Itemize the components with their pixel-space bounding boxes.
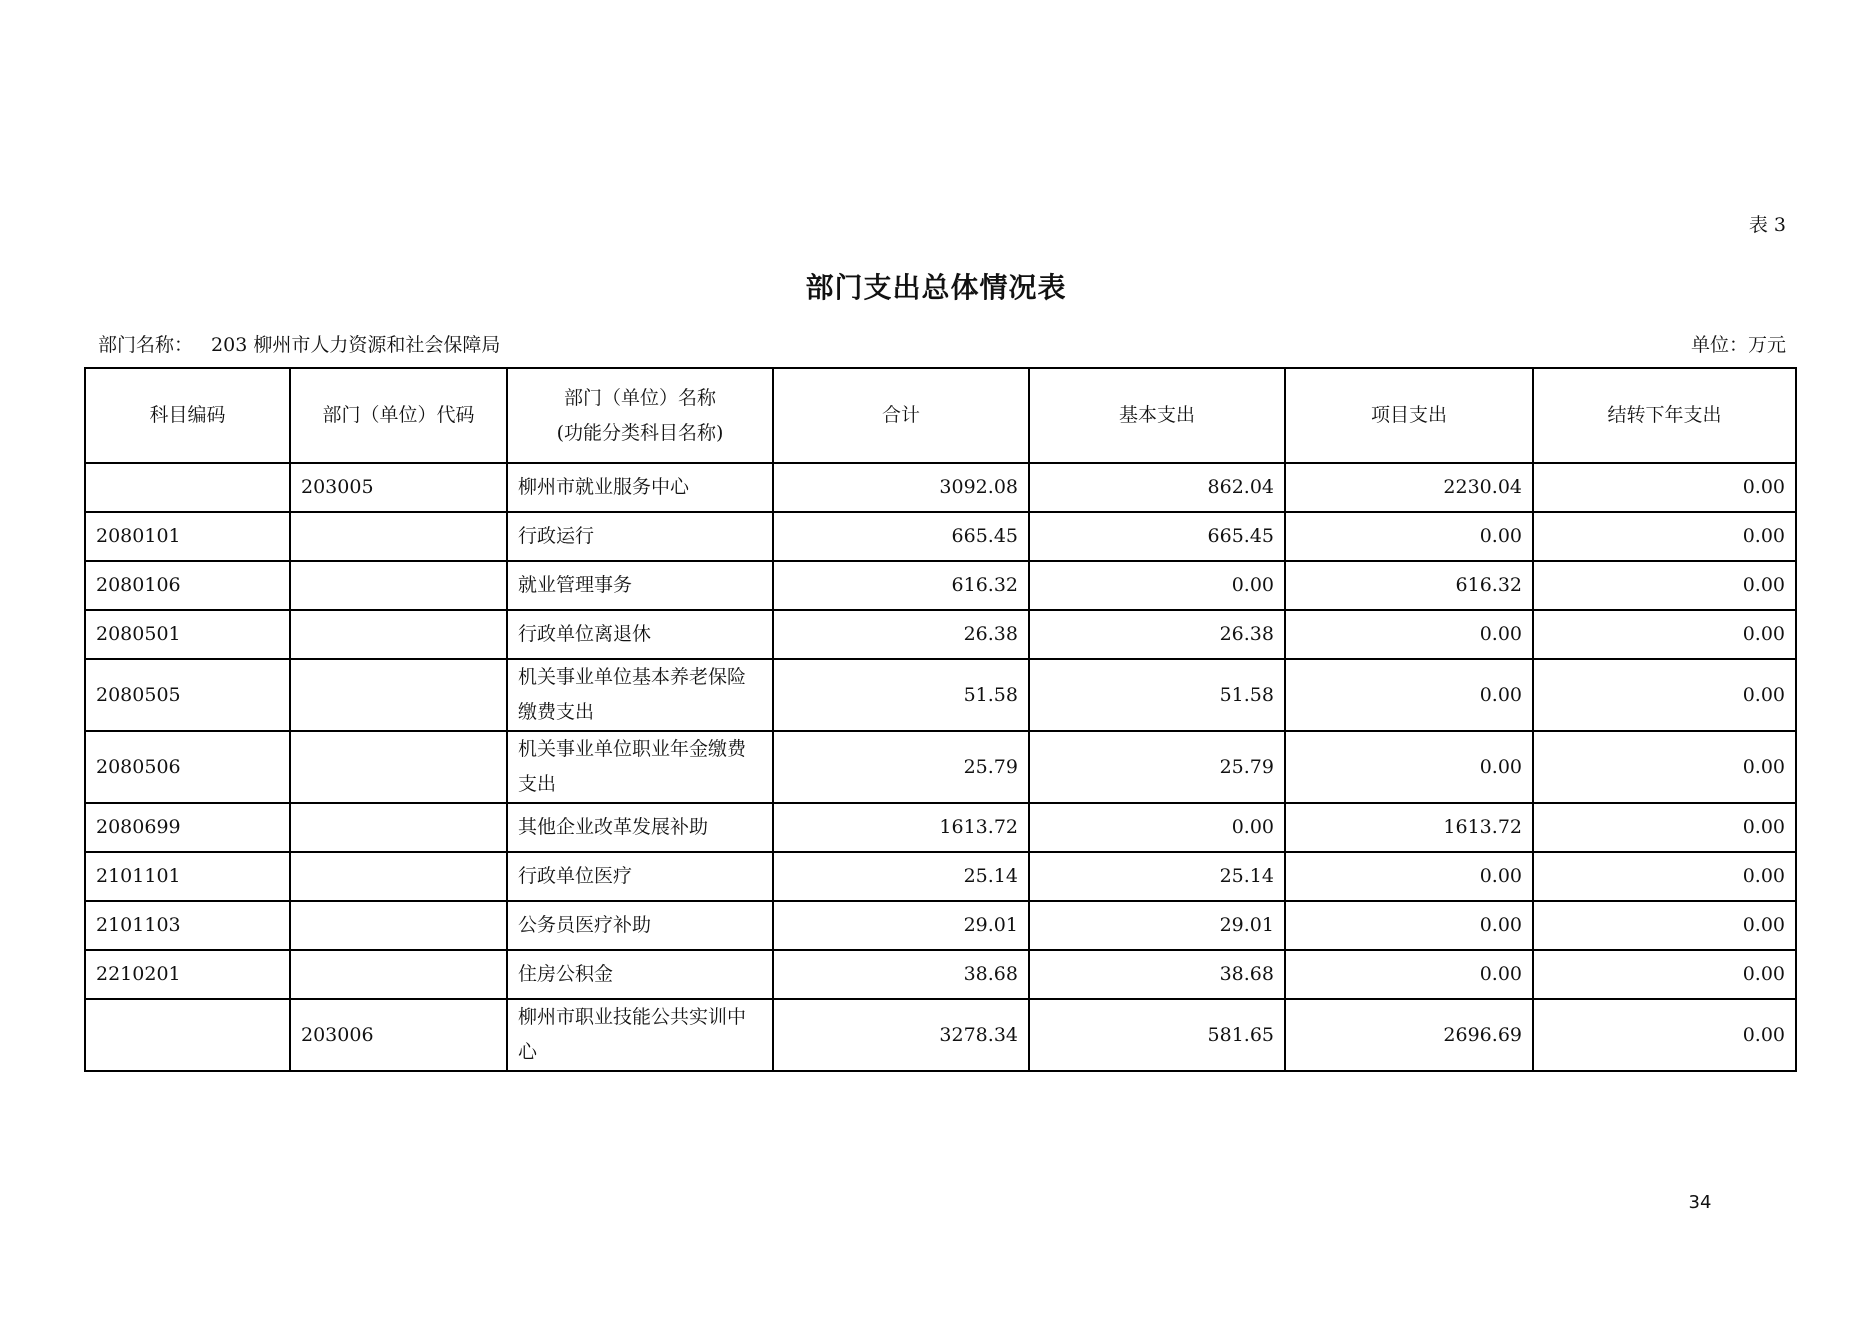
cell-basic: 581.65 — [1029, 999, 1285, 1071]
cell-basic: 26.38 — [1029, 610, 1285, 659]
cell-dept-code — [290, 731, 507, 803]
cell-carryover: 0.00 — [1533, 950, 1796, 999]
cell-carryover: 0.00 — [1533, 659, 1796, 731]
cell-code: 2101101 — [85, 852, 290, 901]
cell-carryover: 0.00 — [1533, 561, 1796, 610]
cell-dept-code: 203005 — [290, 463, 507, 512]
cell-total: 29.01 — [773, 901, 1029, 950]
cell-name: 其他企业改革发展补助 — [507, 803, 773, 852]
cell-carryover: 0.00 — [1533, 803, 1796, 852]
cell-name: 住房公积金 — [507, 950, 773, 999]
expenditure-table — [84, 367, 1797, 1072]
cell-basic: 0.00 — [1029, 561, 1285, 610]
cell-project: 0.00 — [1285, 731, 1533, 803]
table-row — [85, 610, 1796, 659]
table-row — [85, 512, 1796, 561]
department-info — [98, 330, 500, 357]
table-row — [85, 731, 1796, 803]
cell-total: 1613.72 — [773, 803, 1029, 852]
header-project: 项目支出 — [1285, 368, 1533, 463]
cell-project: 616.32 — [1285, 561, 1533, 610]
header-name — [507, 368, 773, 463]
cell-name: 行政运行 — [507, 512, 773, 561]
cell-code: 2101103 — [85, 901, 290, 950]
table-row — [85, 852, 1796, 901]
cell-basic: 25.79 — [1029, 731, 1285, 803]
table-row — [85, 463, 1796, 512]
cell-name: 机关事业单位职业年金缴费支出 — [507, 731, 773, 803]
cell-basic: 51.58 — [1029, 659, 1285, 731]
cell-name: 柳州市就业服务中心 — [507, 463, 773, 512]
cell-basic: 665.45 — [1029, 512, 1285, 561]
cell-project: 0.00 — [1285, 852, 1533, 901]
cell-code: 2080506 — [85, 731, 290, 803]
cell-dept-code — [290, 852, 507, 901]
header-name-line2: (功能分类科目名称) — [556, 421, 724, 444]
header-dept-code: 部门（单位）代码 — [290, 368, 507, 463]
cell-basic: 29.01 — [1029, 901, 1285, 950]
cell-project: 0.00 — [1285, 512, 1533, 561]
cell-total: 3092.08 — [773, 463, 1029, 512]
header-basic: 基本支出 — [1029, 368, 1285, 463]
table-row — [85, 901, 1796, 950]
cell-carryover: 0.00 — [1533, 731, 1796, 803]
cell-project: 0.00 — [1285, 659, 1533, 731]
cell-code: 2080101 — [85, 512, 290, 561]
cell-code: 2080501 — [85, 610, 290, 659]
table-row — [85, 561, 1796, 610]
cell-project: 0.00 — [1285, 901, 1533, 950]
cell-total: 26.38 — [773, 610, 1029, 659]
department-label: 部门名称： — [98, 334, 194, 356]
cell-dept-code: 203006 — [290, 999, 507, 1071]
header-total: 合计 — [773, 368, 1029, 463]
cell-dept-code — [290, 950, 507, 999]
table-row — [85, 950, 1796, 999]
cell-name: 行政单位医疗 — [507, 852, 773, 901]
page-number: 34 — [1688, 1192, 1712, 1213]
page-title: 部门支出总体情况表 — [805, 271, 1067, 304]
cell-dept-code — [290, 803, 507, 852]
cell-total: 616.32 — [773, 561, 1029, 610]
cell-carryover: 0.00 — [1533, 512, 1796, 561]
table-header-row — [85, 368, 1796, 463]
cell-total: 38.68 — [773, 950, 1029, 999]
unit-label: 单位：万元 — [1690, 334, 1786, 356]
header-name-line1: 部门（单位）名称 — [563, 386, 716, 409]
cell-total: 3278.34 — [773, 999, 1029, 1071]
cell-dept-code — [290, 901, 507, 950]
cell-dept-code — [290, 561, 507, 610]
cell-code: 2080106 — [85, 561, 290, 610]
cell-dept-code — [290, 659, 507, 731]
cell-carryover: 0.00 — [1533, 852, 1796, 901]
cell-basic: 25.14 — [1029, 852, 1285, 901]
cell-total: 51.58 — [773, 659, 1029, 731]
cell-project: 2230.04 — [1285, 463, 1533, 512]
cell-basic: 0.00 — [1029, 803, 1285, 852]
cell-code: 2210201 — [85, 950, 290, 999]
cell-project: 1613.72 — [1285, 803, 1533, 852]
table-row — [85, 803, 1796, 852]
table-row — [85, 659, 1796, 731]
header-carryover: 结转下年支出 — [1533, 368, 1796, 463]
cell-carryover: 0.00 — [1533, 901, 1796, 950]
cell-carryover: 0.00 — [1533, 463, 1796, 512]
cell-name: 柳州市职业技能公共实训中心 — [507, 999, 773, 1071]
cell-total: 665.45 — [773, 512, 1029, 561]
cell-total: 25.14 — [773, 852, 1029, 901]
cell-carryover: 0.00 — [1533, 999, 1796, 1071]
cell-code — [85, 999, 290, 1071]
cell-carryover: 0.00 — [1533, 610, 1796, 659]
header-code: 科目编码 — [85, 368, 290, 463]
cell-basic: 38.68 — [1029, 950, 1285, 999]
table-row — [85, 999, 1796, 1071]
cell-project: 2696.69 — [1285, 999, 1533, 1071]
cell-code: 2080505 — [85, 659, 290, 731]
cell-code — [85, 463, 290, 512]
cell-project: 0.00 — [1285, 950, 1533, 999]
cell-name: 就业管理事务 — [507, 561, 773, 610]
cell-name: 机关事业单位基本养老保险缴费支出 — [507, 659, 773, 731]
department-value: 203 柳州市人力资源和社会保障局 — [211, 334, 501, 356]
table-number: 表 3 — [1748, 214, 1786, 236]
cell-dept-code — [290, 610, 507, 659]
cell-code: 2080699 — [85, 803, 290, 852]
cell-total: 25.79 — [773, 731, 1029, 803]
cell-name: 行政单位离退休 — [507, 610, 773, 659]
cell-project: 0.00 — [1285, 610, 1533, 659]
cell-dept-code — [290, 512, 507, 561]
cell-basic: 862.04 — [1029, 463, 1285, 512]
cell-name: 公务员医疗补助 — [507, 901, 773, 950]
